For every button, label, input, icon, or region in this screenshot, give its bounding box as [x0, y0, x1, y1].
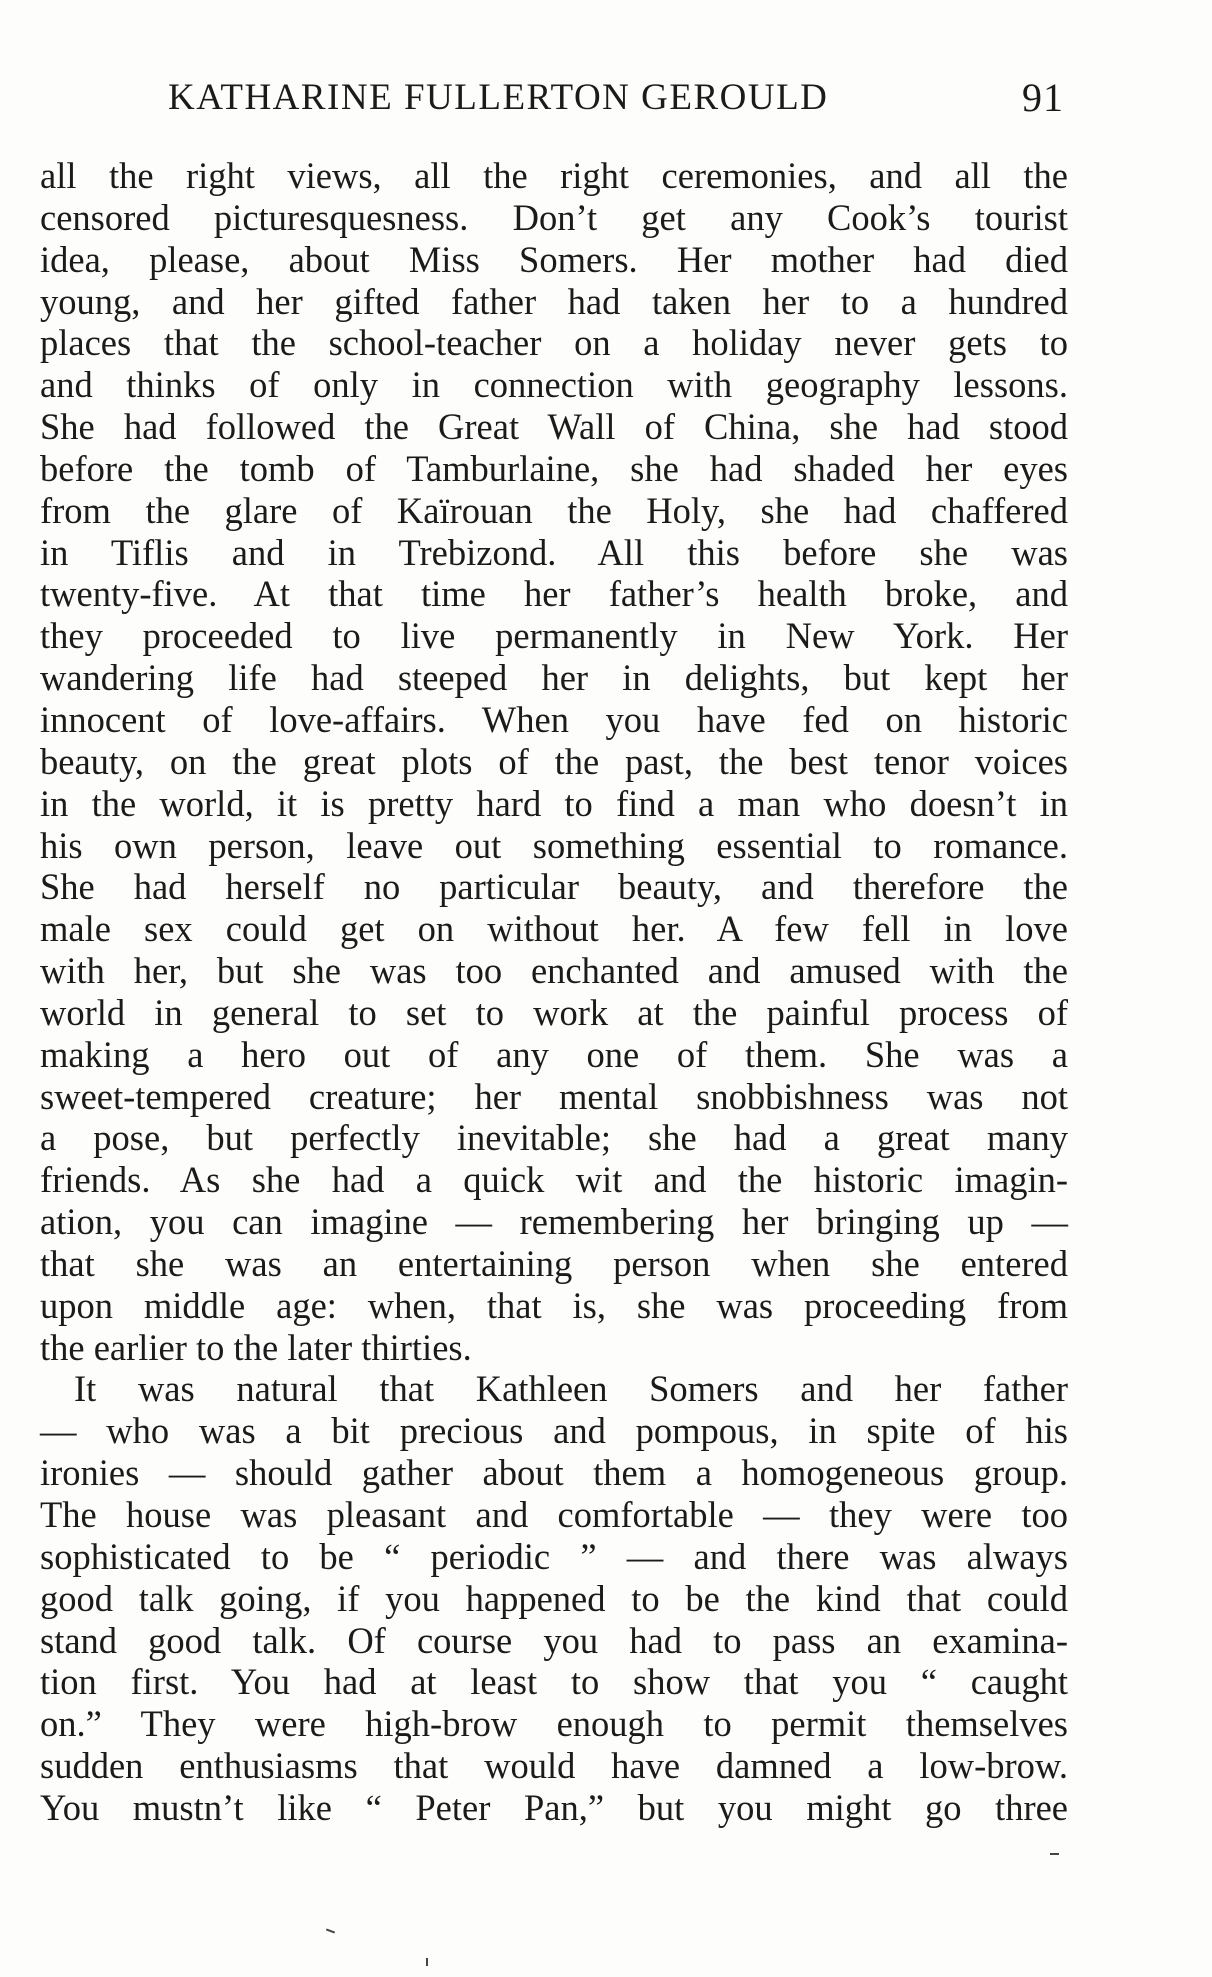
text-line: before the tomb of Tamburlaine, she had shaded her eyes [40, 447, 1068, 489]
text-line: his own person, leave out something essential to romance. [40, 824, 1068, 866]
paragraph-first-line: It was natural that Kathleen Somers and her father [74, 1368, 1068, 1410]
text-line: She had herself no particular beauty, and therefore the [40, 866, 1068, 908]
text-line: on.” They were high-brow enough to permit themselves [40, 1703, 1068, 1745]
text-line: friends. As she had a quick wit and the historic imagin- [40, 1159, 1068, 1201]
text-line: censored picturesquesness. Don’t get any Cook’s tourist [40, 196, 1068, 238]
text-line: twenty-five. At that time her father’s health broke, and [40, 573, 1068, 615]
text-line: ironies — should gather about them a homogeneous group. [40, 1452, 1068, 1494]
text-line: and thinks of only in connection with geography lessons. [40, 364, 1068, 406]
text-line: in the world, it is pretty hard to find a man who doesn’t in [40, 782, 1068, 824]
text-line: all the right views, all the right ceremonies, and all the [40, 155, 1068, 196]
text-line: from the glare of Kaïrouan the Holy, she had chaffered [40, 489, 1068, 531]
text-line: sudden enthusiasms that would have damned a low-brow. [40, 1745, 1068, 1787]
text-line: world in general to set to work at the painful process of [40, 991, 1068, 1033]
running-title: KATHARINE FULLERTON GEROULD [168, 77, 829, 118]
text-line: with her, but she was too enchanted and amused with the [40, 950, 1068, 992]
text-line: sweet-tempered creature; her mental snobbishness was not [40, 1075, 1068, 1117]
text-line: tion first. You had at least to show that you “ caught [40, 1661, 1068, 1703]
text-line: that she was an entertaining person when she entered [40, 1242, 1068, 1284]
text-line: innocent of love-affairs. When you have fed on historic [40, 698, 1068, 740]
text-line: places that the school-teacher on a holiday never gets to [40, 322, 1068, 364]
text-line: The house was pleasant and comfortable — they were too [40, 1494, 1068, 1535]
text-line: they proceeded to live permanently in New York. Her [40, 615, 1068, 657]
text-line: the earlier to the later thirties. [40, 1326, 472, 1368]
text-line: idea, please, about Miss Somers. Her mother had died [40, 238, 1068, 280]
page-number: 91 [1022, 75, 1064, 120]
scan-speck [426, 1958, 428, 1966]
running-head [168, 70, 1064, 126]
text-line: a pose, but perfectly inevitable; she had a great many [40, 1117, 1068, 1159]
text-line: beauty, on the great plots of the past, the best tenor voices [40, 740, 1068, 782]
text-line: in Tiflis and in Trebizond. All this before she was [40, 531, 1068, 573]
scan-speck [1050, 1853, 1059, 1855]
text-line: stand good talk. Of course you had to pass an examina- [40, 1619, 1068, 1661]
text-line: making a hero out of any one of them. She was a [40, 1033, 1068, 1075]
text-line: wandering life had steeped her in delights, but kept her [40, 657, 1068, 699]
text-line: She had followed the Great Wall of China, she had stood [40, 406, 1068, 448]
text-line: ation, you can imagine — remembering her bringing up — [40, 1201, 1068, 1243]
text-line: — who was a bit precious and pompous, in spite of his [40, 1410, 1068, 1452]
text-line: upon middle age: when, that is, she was proceeding from [40, 1284, 1068, 1326]
text-line: sophisticated to be “ periodic ” — and there was always [40, 1535, 1068, 1577]
text-line: young, and her gifted father had taken her to a hundred [40, 280, 1068, 322]
body-text [40, 155, 1068, 1829]
text-line: You mustn’t like “ Peter Pan,” but you might go three [40, 1786, 1068, 1828]
scan-speck [326, 1929, 335, 1934]
text-line: good talk going, if you happened to be the kind that could [40, 1577, 1068, 1619]
text-line: male sex could get on without her. A few fell in love [40, 908, 1068, 950]
